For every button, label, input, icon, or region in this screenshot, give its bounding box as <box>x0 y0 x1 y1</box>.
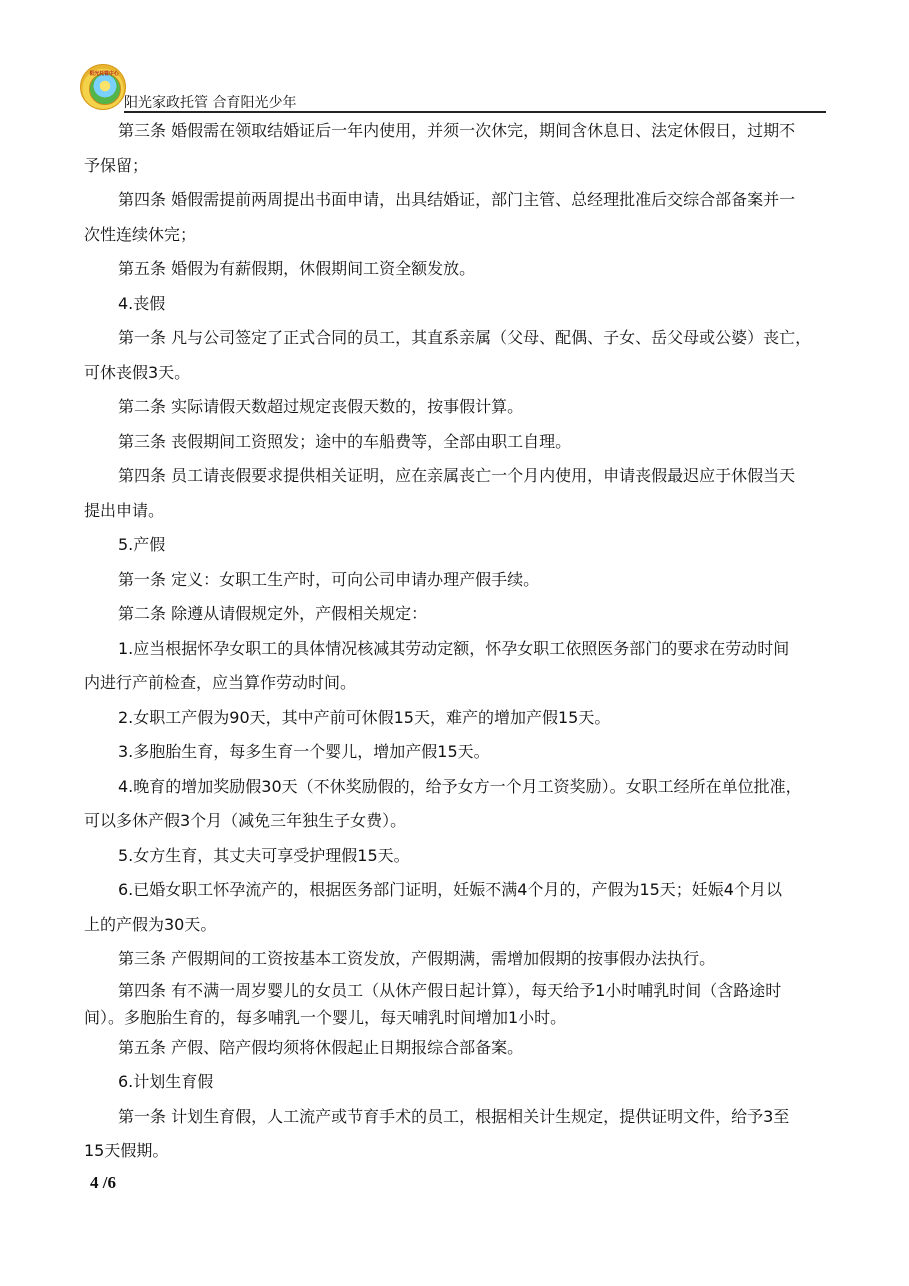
paragraph-line: 内进行产前检查，应当算作劳动时间。 <box>84 673 357 692</box>
paragraph-line: 3.多胞胎生育，每多生育一个婴儿，增加产假15天。 <box>118 742 490 761</box>
paragraph-line: 5.产假 <box>118 535 166 554</box>
paragraph-line: 第二条 除遵从请假规定外，产假相关规定： <box>118 604 428 623</box>
paragraph-line: 第四条 有不满一周岁婴儿的女员工（从休产假日起计算），每天给予1小时哺乳时间（含路途时 <box>118 980 782 1000</box>
header-rule <box>124 111 826 113</box>
paragraph-line: 1.应当根据怀孕女职工的具体情况核减其劳动定额，怀孕女职工依照医务部门的要求在劳动时间 <box>118 638 790 658</box>
paragraph-line: 4.晚育的增加奖励假30天（不休奖励假的，给予女方一个月工资奖励）。女职工经所在单位批准， <box>118 776 802 796</box>
paragraph-line: 间）。多胞胎生育的，每多哺乳一个婴儿，每天哺乳时间增加1小时。 <box>84 1007 567 1027</box>
paragraph-line: 2.女职工产假为90天，其中产前可休假15天，难产的增加产假15天。 <box>118 707 611 727</box>
paragraph-line: 5.女方生育，其丈夫可享受护理假15天。 <box>118 845 410 865</box>
header-tagline: 阳光家政托管 合育阳光少年 <box>124 95 297 111</box>
paragraph-line: 第五条 婚假为有薪假期，休假期间工资全额发放。 <box>118 259 476 278</box>
paragraph-line: 可休丧假3天。 <box>84 362 191 382</box>
paragraph-line: 予保留； <box>84 155 149 175</box>
paragraph-line: 第三条 婚假需在领取结婚证后一年内使用，并须一次休完，期间含休息日、法定休假日，过期不 <box>118 121 796 140</box>
paragraph-line: 6.已婚女职工怀孕流产的，根据医务部门证明，妊娠不满4个月的，产假为15天；妊娠4个月以 <box>118 880 782 899</box>
paragraph-line: 可以多休产假3个月（减免三年独生子女费）。 <box>84 811 407 830</box>
paragraph-line: 第三条 丧假期间工资照发；途中的车船费等，全部由职工自理。 <box>118 431 572 451</box>
paragraph-line: 上的产假为30天。 <box>84 914 217 934</box>
document-body <box>84 114 830 1169</box>
paragraph-line: 第二条 实际请假天数超过规定丧假天数的，按事假计算。 <box>118 397 524 416</box>
paragraph-line: 第一条 凡与公司签定了正式合同的员工，其直系亲属（父母、配偶、子女、岳父母或公婆）丧亡， <box>118 328 812 347</box>
logo-text: 阳光托管中心 <box>89 71 119 77</box>
page-number: 4 /6 <box>90 1173 116 1192</box>
paragraph-line: 次性连续休完； <box>84 224 197 244</box>
paragraph-line: 第一条 定义：女职工生产时，可向公司申请办理产假手续。 <box>118 569 540 589</box>
paragraph-line: 15天假期。 <box>84 1141 169 1160</box>
paragraph-line: 4.丧假 <box>118 293 166 313</box>
paragraph-line: 第四条 婚假需提前两周提出书面申请，出具结婚证，部门主管、总经理批准后交综合部备案并一 <box>118 190 796 209</box>
page-header <box>80 64 828 112</box>
paragraph-line: 第一条 计划生育假，人工流产或节育手术的员工，根据相关计生规定，提供证明文件，给予3至 <box>118 1106 790 1126</box>
paragraph-line: 6.计划生育假 <box>118 1072 214 1091</box>
paragraph-line: 提出申请。 <box>84 500 165 520</box>
paragraph-line: 第三条 产假期间的工资按基本工资发放，产假期满，需增加假期的按事假办法执行。 <box>118 949 716 968</box>
logo-emblem-icon <box>89 73 121 105</box>
paragraph-line: 第四条 员工请丧假要求提供相关证明，应在亲属丧亡一个月内使用，申请丧假最迟应于休假当天 <box>118 466 796 485</box>
paragraph-line: 第五条 产假、陪产假均须将休假起止日期报综合部备案。 <box>118 1037 524 1057</box>
logo <box>80 64 126 110</box>
